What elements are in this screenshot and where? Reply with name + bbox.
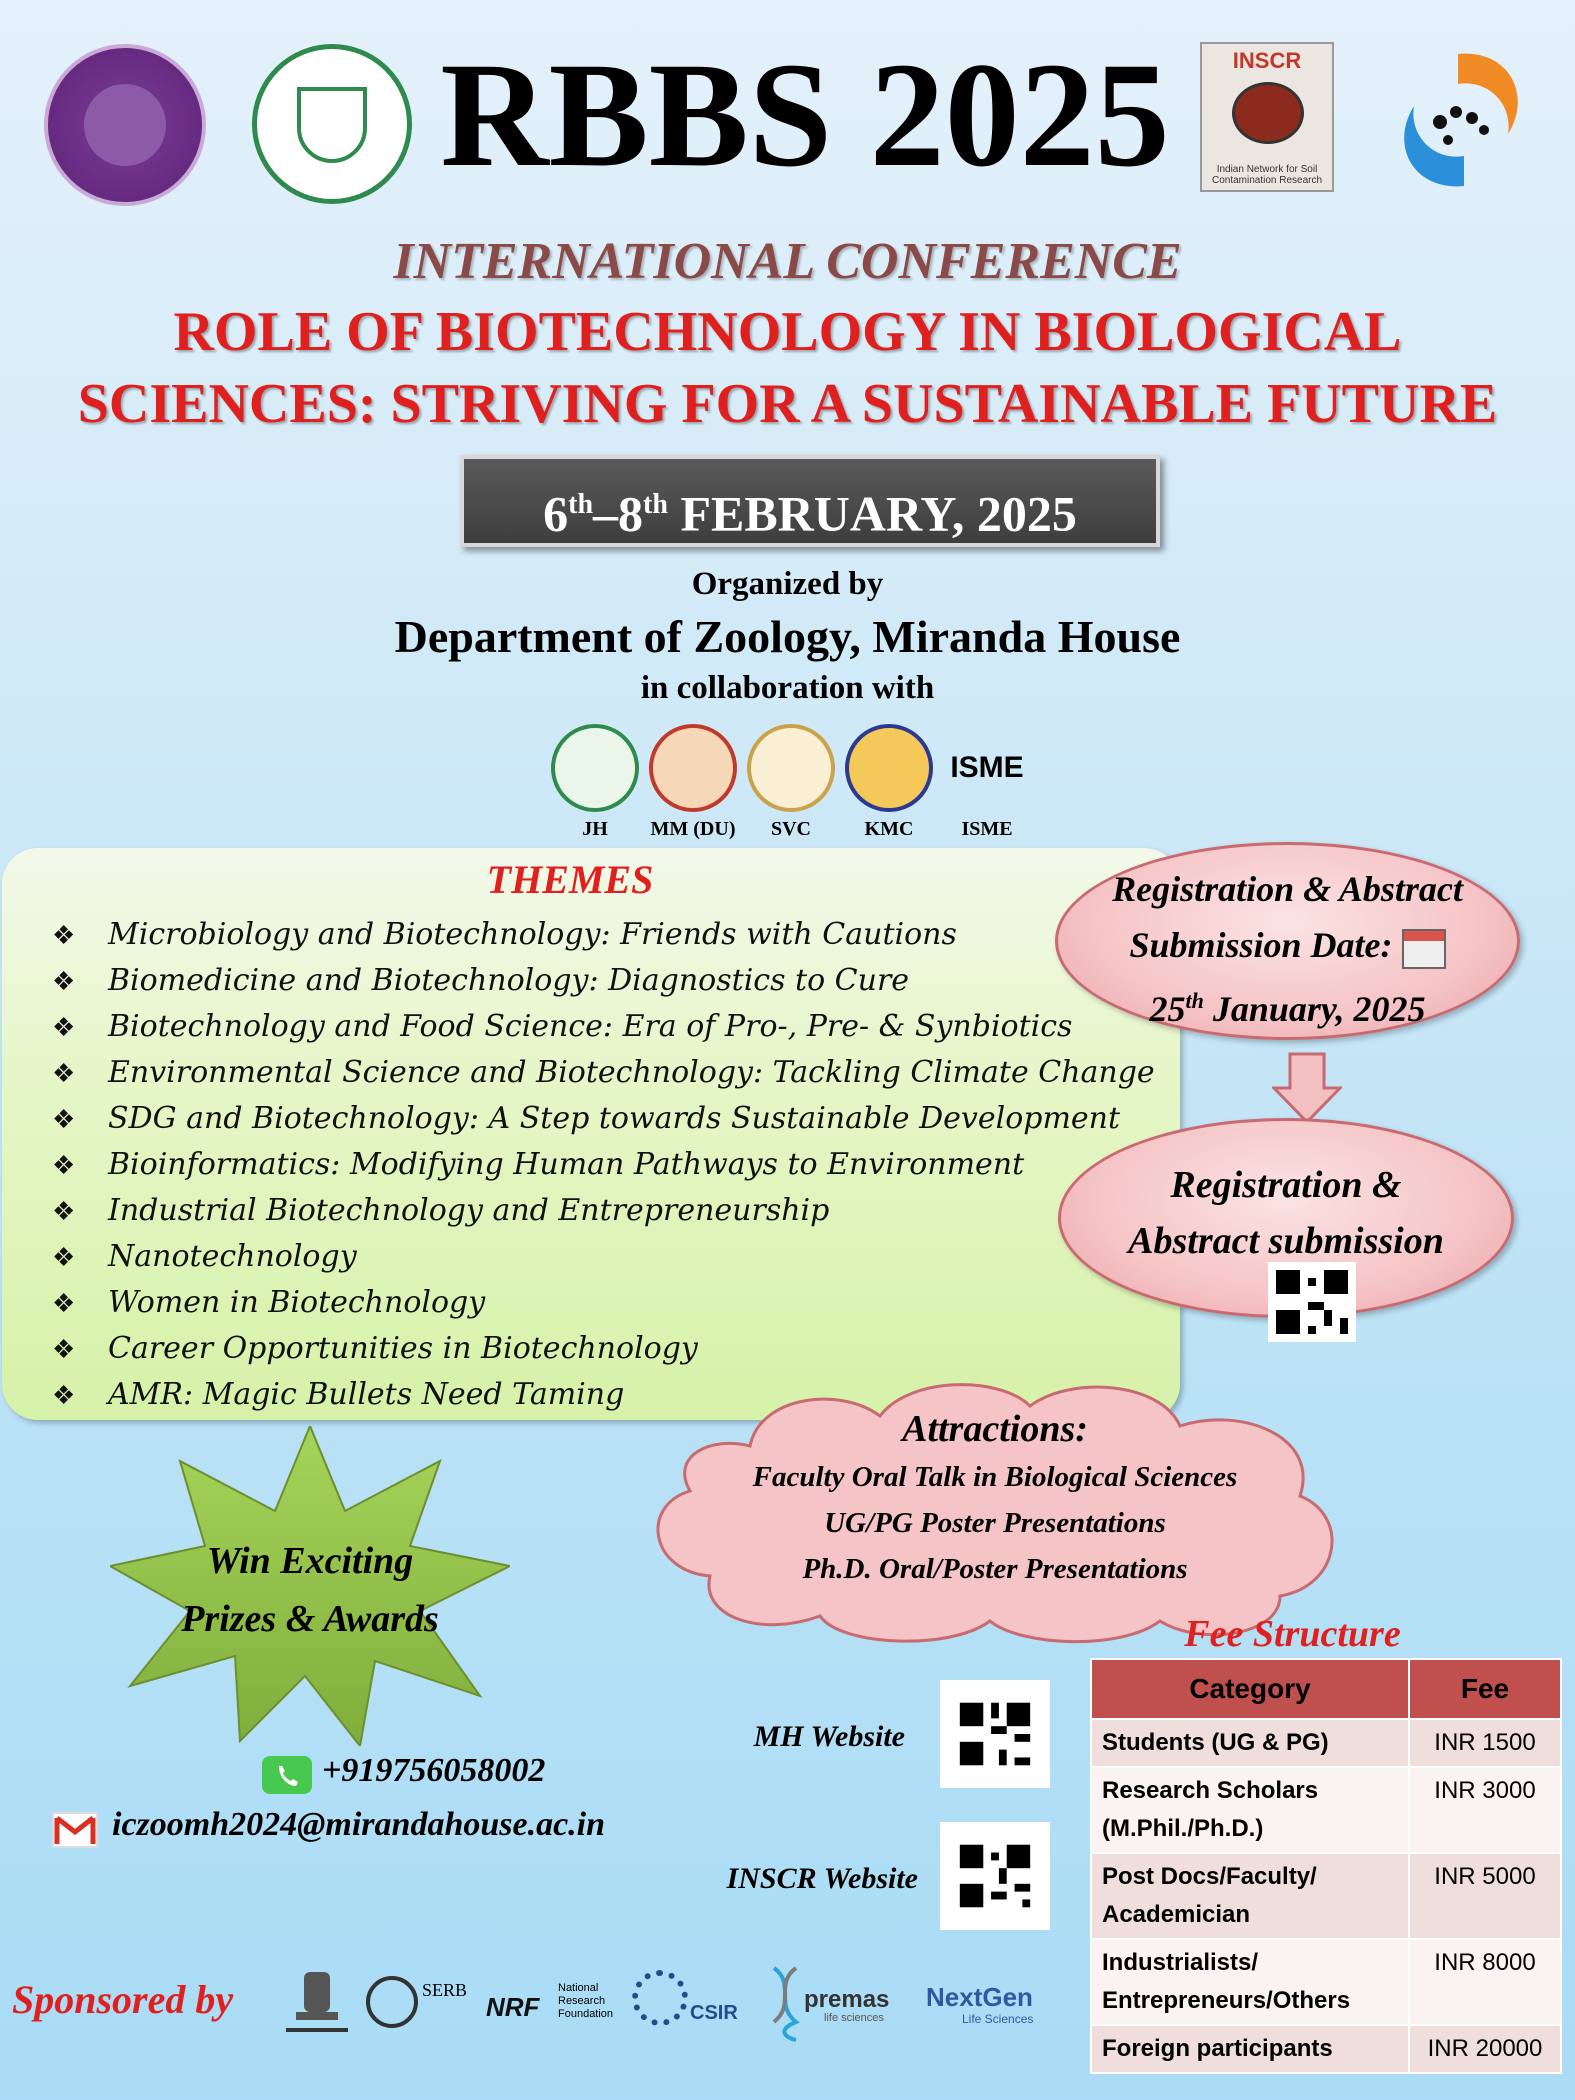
- collaborator-label: SVC: [770, 818, 811, 840]
- mail-icon: [52, 1812, 98, 1848]
- conference-topic-line2: SCIENCES: STRIVING FOR A SUSTAINABLE FUTURE: [77, 373, 1498, 435]
- themes-title: THEMES: [486, 857, 654, 902]
- attractions-content: [640, 1404, 1350, 1592]
- table-row: Foreign participants INR 20000: [1091, 2025, 1561, 2073]
- contact-email[interactable]: iczoomh2024@mirandahouse.ac.in: [112, 1806, 606, 1843]
- end-day: 8: [618, 485, 644, 542]
- list-item: ❖ Industrial Biotechnology and Entrepreneurship: [52, 1188, 1155, 1234]
- fee-structure-title: Fee Structure: [1184, 1613, 1401, 1655]
- csir-logo-text: CSIR: [690, 2002, 738, 2024]
- submission-deadline: [1055, 842, 1520, 1040]
- nextgen-logo-subtext: Life Sciences: [962, 2012, 1034, 2026]
- dbt-emblem-logo: [282, 1964, 352, 2038]
- mh-website-qr-code[interactable]: [940, 1680, 1050, 1788]
- conference-dates: [460, 455, 1160, 547]
- collaborator-label: MM (DU): [650, 818, 736, 840]
- table-row: Students (UG & PG) INR 1500: [1091, 1719, 1561, 1767]
- swirl-logo: [1388, 44, 1534, 196]
- registration-qr-code[interactable]: [1268, 1262, 1356, 1342]
- organizer-department: Department of Zoology, Miranda House: [394, 611, 1181, 662]
- collaborator-mm: [638, 724, 748, 841]
- nextgen-logo-text: NextGen: [926, 1982, 1033, 2012]
- inscr-logo: [1200, 42, 1334, 192]
- nrf-logo: [486, 1974, 614, 2034]
- prizes-text: [150, 1532, 470, 1648]
- fee-table: [1090, 1658, 1562, 2074]
- deadline-line2: Submission Date:: [1058, 917, 1517, 973]
- diamond-bullet-icon: ❖: [52, 967, 76, 997]
- collaborator-kmc: [834, 724, 944, 841]
- inscr-logo-subtext: Indian Network for Soil Contamination Research: [1211, 164, 1323, 186]
- column-header-fee: Fee: [1409, 1659, 1561, 1719]
- collaborator-label: ISME: [961, 818, 1013, 840]
- deadline-line1: Registration & Abstract: [1112, 869, 1463, 909]
- list-item: ❖ Environmental Science and Biotechnology: Tackling Climate Change: [52, 1050, 1155, 1096]
- nrf-logo-subtext: National Research Foundation: [558, 1982, 614, 2020]
- down-arrow-icon: [1272, 1052, 1342, 1124]
- month-year: FEBRUARY, 2025: [667, 485, 1077, 542]
- list-item: ❖ Biotechnology and Food Science: Era of Pro-, Pre- & Synbiotics: [52, 1004, 1155, 1050]
- list-item: ❖ Microbiology and Biotechnology: Friends with Cautions: [52, 912, 1155, 958]
- collaborator-jh: [540, 724, 650, 841]
- diamond-bullet-icon: ❖: [52, 1243, 76, 1273]
- list-item: ❖ Biomedicine and Biotechnology: Diagnostics to Cure: [52, 958, 1155, 1004]
- collaborator-svc: [736, 724, 846, 841]
- list-item: ❖ AMR: Magic Bullets Need Taming: [52, 1372, 1155, 1418]
- table-row: Research Scholars (M.Phil./Ph.D.) INR 3000: [1091, 1767, 1561, 1853]
- nrf-logo-text: NRF: [486, 1992, 540, 2022]
- column-header-category: Category: [1091, 1659, 1409, 1719]
- miranda-house-logo: [252, 44, 412, 204]
- prizes-line1: Win Exciting: [206, 1540, 414, 1582]
- themes-list: [52, 912, 1155, 1418]
- start-day: 6: [543, 485, 569, 542]
- registration-line1: Registration &: [1170, 1164, 1402, 1206]
- diamond-bullet-icon: ❖: [52, 1381, 76, 1411]
- deadline-date: 25th January, 2025: [1149, 988, 1426, 1029]
- collaborator-label: KMC: [864, 818, 914, 840]
- list-item: ❖ SDG and Biotechnology: A Step towards Sustainable Development: [52, 1096, 1155, 1142]
- prizes-line2: Prizes & Awards: [181, 1598, 439, 1640]
- diamond-bullet-icon: ❖: [52, 1013, 76, 1043]
- collaborator-label: JH: [582, 818, 608, 840]
- contact-phone[interactable]: +919756058002: [322, 1752, 546, 1789]
- inscr-logo-text: INSCR: [1232, 48, 1302, 73]
- diamond-bullet-icon: ❖: [52, 921, 76, 951]
- date-dash: –: [593, 485, 619, 542]
- registration-line2: Abstract submission: [1128, 1220, 1444, 1262]
- list-item: ❖ Career Opportunities in Biotechnology: [52, 1326, 1155, 1372]
- university-of-delhi-logo: [44, 44, 206, 206]
- conference-type: INTERNATIONAL CONFERENCE: [393, 233, 1182, 290]
- csir-logo: [630, 1970, 740, 2036]
- end-day-suffix: th: [643, 489, 668, 520]
- diamond-bullet-icon: ❖: [52, 1197, 76, 1227]
- diamond-bullet-icon: ❖: [52, 1289, 76, 1319]
- collaborator-isme: [932, 724, 1042, 841]
- list-item: ❖ Nanotechnology: [52, 1234, 1155, 1280]
- conference-topic-line1: ROLE OF BIOTECHNOLOGY IN BIOLOGICAL: [173, 301, 1402, 363]
- list-item: ❖ Women in Biotechnology: [52, 1280, 1155, 1326]
- list-item: UG/PG Poster Presentations: [824, 1507, 1166, 1539]
- list-item: ❖ Bioinformatics: Modifying Human Pathways to Environment: [52, 1142, 1155, 1188]
- table-row: Post Docs/Faculty/ Academician INR 5000: [1091, 1853, 1561, 1939]
- start-day-suffix: th: [568, 489, 594, 520]
- calendar-icon: [1402, 929, 1446, 969]
- diamond-bullet-icon: ❖: [52, 1335, 76, 1365]
- mh-website-label: MH Website: [753, 1720, 905, 1753]
- premas-logo-text: premas: [804, 1986, 890, 2013]
- serb-logo: [366, 1972, 476, 2032]
- isme-logo: ISME: [950, 751, 1024, 784]
- table-row: Industrialists/ Entrepreneurs/Others INR 8000: [1091, 1939, 1561, 2025]
- sponsored-by-label: Sponsored by: [12, 1977, 234, 2022]
- whatsapp-phone-icon: [262, 1756, 312, 1794]
- diamond-bullet-icon: ❖: [52, 1059, 76, 1089]
- inscr-website-qr-code[interactable]: [940, 1822, 1050, 1930]
- page-title: RBBS 2025: [440, 32, 1170, 198]
- list-item: Ph.D. Oral/Poster Presentations: [802, 1553, 1188, 1585]
- inscr-website-label: INSCR Website: [726, 1862, 918, 1895]
- list-item: Faculty Oral Talk in Biological Sciences: [752, 1461, 1238, 1493]
- diamond-bullet-icon: ❖: [52, 1151, 76, 1181]
- premas-logo-subtext: life sciences: [824, 2012, 884, 2024]
- serb-logo-text: SERB: [422, 1980, 468, 2000]
- diamond-bullet-icon: ❖: [52, 1105, 76, 1135]
- nextgen-logo: [926, 1972, 1056, 2032]
- organized-by-label: Organized by: [691, 566, 884, 602]
- collaboration-label: in collaboration with: [640, 670, 935, 706]
- attractions-title: Attractions:: [902, 1408, 1088, 1450]
- premas-logo: [766, 1964, 906, 2042]
